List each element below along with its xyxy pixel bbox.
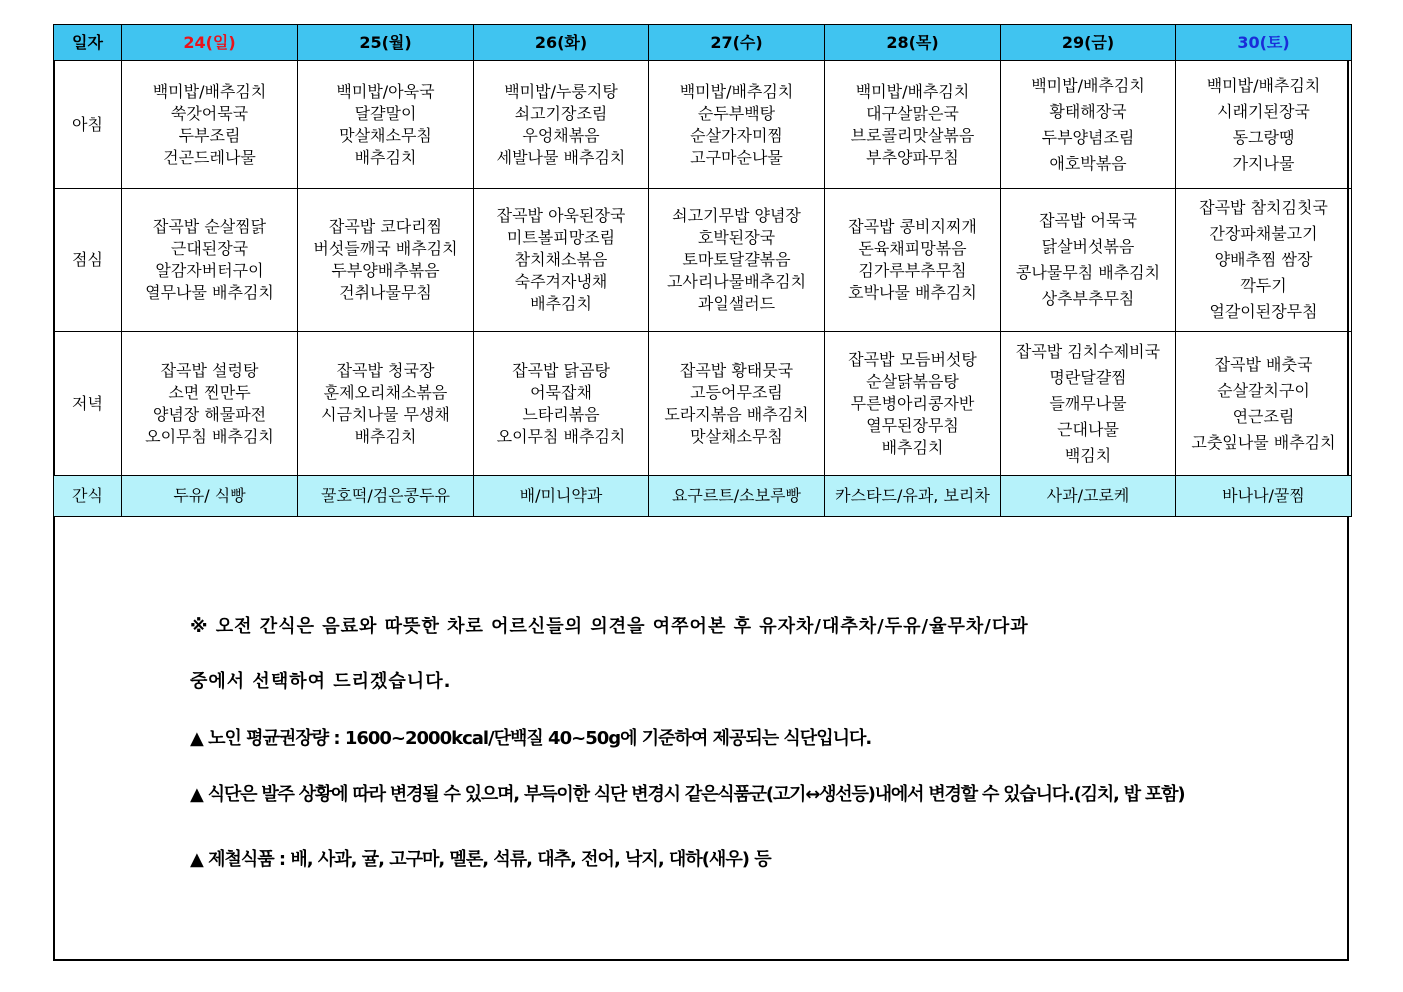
dish-line: 토마토달걀볶음	[682, 250, 791, 269]
dish-line: 잡곡밥 어묵국	[1039, 211, 1137, 230]
dish-line: 쇠고기무밥 양념장	[672, 206, 801, 225]
snack-label: 간식	[54, 476, 122, 517]
dish-line: 오이무침 배추김치	[496, 426, 626, 446]
dish-line: 황태해장국	[1049, 101, 1127, 121]
snack-row	[54, 476, 1352, 517]
breakfast-cell-monday	[298, 61, 474, 189]
dish-line: 닭살버섯볶음	[1041, 237, 1135, 256]
dish-line: 고사리나물배추김치	[666, 272, 807, 291]
dish-line: 잡곡밥 김치수제비국	[1015, 341, 1161, 361]
dish-line: 잡곡밥 순살찜닭	[152, 217, 267, 236]
dish-line: 시금치나물 무생채	[321, 404, 450, 424]
dish-line: 근대된장국	[170, 239, 249, 258]
breakfast-cell-saturday	[1176, 61, 1352, 189]
dish-line: 백미밥/배추김치	[152, 81, 267, 101]
dish-line: 배추김치	[881, 437, 944, 457]
header-row	[54, 25, 1352, 61]
dish-line: 미트볼피망조림	[506, 228, 616, 247]
snack-cell-wednesday: 요구르트/소보루빵	[649, 476, 825, 517]
lunch-row	[54, 189, 1352, 332]
dish-line: 백미밥/배추김치	[1031, 75, 1145, 95]
day-header-thursday: 28(목)	[825, 25, 1001, 61]
breakfast-row	[54, 61, 1352, 189]
dish-line: 쑥갓어묵국	[170, 103, 249, 123]
dish-line: 백미밥/배추김치	[1206, 75, 1321, 95]
dish-line: 고등어무조림	[690, 382, 783, 402]
breakfast-cell-sunday	[122, 61, 298, 189]
day-header-sunday: 24(일)	[122, 25, 298, 61]
dinner-cell-friday	[1001, 332, 1176, 476]
dish-line: 김가루부추무침	[858, 261, 967, 280]
dish-line: 느타리볶음	[522, 404, 600, 424]
dinner-cell-thursday	[825, 332, 1001, 476]
dish-line: 간장파채불고기	[1209, 224, 1318, 243]
lunch-cell-friday	[1001, 189, 1176, 332]
snack-cell-saturday: 바나나/꿀찜	[1176, 476, 1352, 517]
dish-line: 두부양념조림	[1041, 127, 1135, 147]
dish-line: 배추김치	[530, 294, 592, 313]
dish-line: 소면 찐만두	[168, 382, 251, 402]
dish-line: 잡곡밥 설렁탕	[160, 360, 259, 380]
day-header-saturday: 30(토)	[1176, 25, 1352, 61]
dish-line: 호박된장국	[697, 228, 776, 247]
dish-line: 깍두기	[1240, 276, 1287, 295]
dish-line: 동그랑땡	[1232, 127, 1295, 147]
dish-line: 두부조림	[178, 125, 241, 145]
dish-line: 잡곡밥 아욱된장국	[496, 206, 626, 225]
day-header-wednesday: 27(수)	[649, 25, 825, 61]
dish-line: 잡곡밥 배춧국	[1214, 354, 1313, 374]
dish-line: 우엉채볶음	[522, 125, 600, 145]
breakfast-cell-thursday	[825, 61, 1001, 189]
dish-line: 열무나물 배추김치	[145, 283, 274, 302]
snack-cell-tuesday: 배/미니약과	[474, 476, 649, 517]
dish-line: 백미밥/아욱국	[336, 81, 435, 101]
dinner-cell-monday	[298, 332, 474, 476]
dish-line: 맛살채소무침	[690, 426, 783, 446]
dish-line: 달걀말이	[354, 103, 417, 123]
note-snack-policy-cont: 중에서 선택하여 드리겠습니다.	[190, 671, 452, 692]
dish-line: 잡곡밥 닭곰탕	[512, 360, 610, 380]
snack-cell-thursday: 카스타드/유과, 보리차	[825, 476, 1001, 517]
dish-line: 잡곡밥 모듬버섯탕	[848, 349, 977, 369]
dish-line: 훈제오리채소볶음	[323, 382, 448, 402]
breakfast-cell-friday	[1001, 61, 1176, 189]
dinner-cell-saturday	[1176, 332, 1352, 476]
snack-cell-sunday: 두유/ 식빵	[122, 476, 298, 517]
dinner-cell-sunday	[122, 332, 298, 476]
breakfast-cell-wednesday	[649, 61, 825, 189]
dish-line: 얼갈이된장무침	[1209, 302, 1318, 321]
dish-line: 배추김치	[354, 426, 417, 446]
dish-line: 순살닭볶음탕	[866, 371, 959, 391]
dish-line: 고춧잎나물 배추김치	[1191, 432, 1336, 452]
dinner-cell-tuesday	[474, 332, 649, 476]
lunch-cell-thursday	[825, 189, 1001, 332]
dish-line: 잡곡밥 청국장	[336, 360, 435, 380]
dish-line: 참치채소볶음	[514, 250, 608, 269]
note-snack-policy: ※ 오전 간식은 음료와 따뜻한 차로 어르신들의 의견을 여쭈어본 후 유자차/대추차/두유/율무차/다과	[190, 616, 1029, 637]
dish-line: 쇠고기장조림	[514, 103, 608, 123]
dish-line: 백미밥/배추김치	[855, 81, 970, 101]
dish-line: 버섯들깨국 배추김치	[313, 239, 458, 258]
dish-line: 두부양배추볶음	[331, 261, 440, 280]
dish-line: 건곤드레나물	[163, 147, 256, 167]
dish-line: 순두부백탕	[697, 103, 776, 123]
lunch-cell-wednesday	[649, 189, 825, 332]
day-header-monday: 25(월)	[298, 25, 474, 61]
dish-line: 알감자버터구이	[155, 261, 264, 280]
dish-line: 돈육채피망볶음	[858, 239, 967, 258]
dish-line: 콩나물무침 배추김치	[1015, 263, 1161, 282]
dinner-row	[54, 332, 1352, 476]
dish-line: 연근조림	[1232, 406, 1295, 426]
lunch-cell-tuesday	[474, 189, 649, 332]
dish-line: 시래기된장국	[1217, 101, 1310, 121]
dish-line: 대구살맑은국	[866, 103, 959, 123]
dish-line: 도라지볶음 배추김치	[664, 404, 809, 424]
dish-line: 부추양파무침	[866, 147, 959, 167]
dish-line: 고구마순나물	[690, 147, 783, 167]
lunch-label: 점심	[54, 189, 122, 332]
dish-line: 숙주겨자냉채	[514, 272, 608, 291]
day-header-friday: 29(금)	[1001, 25, 1176, 61]
lunch-cell-monday	[298, 189, 474, 332]
date-header: 일자	[54, 25, 122, 61]
dish-line: 호박나물 배추김치	[848, 283, 977, 302]
dish-line: 건취나물무침	[339, 283, 432, 302]
dish-line: 브로콜리맛살볶음	[850, 125, 975, 145]
dinner-cell-wednesday	[649, 332, 825, 476]
dinner-label: 저녁	[54, 332, 122, 476]
dish-line: 맛살채소무침	[339, 125, 432, 145]
breakfast-cell-tuesday	[474, 61, 649, 189]
dish-line: 가지나물	[1232, 153, 1295, 173]
lunch-cell-sunday	[122, 189, 298, 332]
dish-line: 잡곡밥 참치김칫국	[1199, 198, 1328, 217]
dish-line: 애호박볶음	[1049, 153, 1127, 173]
dish-line: 양배추찜 쌈장	[1214, 250, 1313, 269]
weekly-menu-table	[53, 24, 1352, 517]
snack-cell-monday: 꿀호떡/검은콩두유	[298, 476, 474, 517]
note-menu-change: ▲ 식단은 발주 상황에 따라 변경될 수 있으며, 부득이한 식단 변경시 같은식품군(고기↔생선등)내에서 변경할 수 있습니다.(김치, 밥 포함)	[190, 784, 1185, 805]
dish-line: 잡곡밥 콩비지찌개	[848, 217, 977, 236]
lunch-cell-saturday	[1176, 189, 1352, 332]
dish-line: 열무된장무침	[866, 415, 959, 435]
breakfast-label: 아침	[54, 61, 122, 189]
dish-line: 순살갈치구이	[1217, 380, 1310, 400]
dish-line: 세발나물 배추김치	[496, 147, 626, 167]
dish-line: 백김치	[1064, 445, 1112, 465]
dish-line: 명란달걀찜	[1049, 367, 1127, 387]
day-header-tuesday: 26(화)	[474, 25, 649, 61]
note-nutrition: ▲ 노인 평균권장량 : 1600~2000kcal/단백질 40~50g에 기준하여 제공되는 식단입니다.	[190, 728, 872, 749]
note-seasonal-food: ▲ 제철식품 : 배, 사과, 귤, 고구마, 멜론, 석류, 대추, 전어, 낙지, 대하(새우) 등	[190, 849, 771, 870]
dish-line: 어묵잡채	[530, 382, 592, 402]
dish-line: 들깨무나물	[1049, 393, 1127, 413]
dish-line: 배추김치	[354, 147, 417, 167]
dish-line: 잡곡밥 황태뭇국	[679, 360, 794, 380]
dish-line: 무른병아리콩자반	[850, 393, 975, 413]
dish-line: 근대나물	[1057, 419, 1119, 439]
dish-line: 과일샐러드	[697, 294, 776, 313]
dish-line: 백미밥/누룽지탕	[504, 81, 618, 101]
dish-line: 순살가자미찜	[690, 125, 783, 145]
snack-cell-friday: 사과/고로케	[1001, 476, 1176, 517]
dish-line: 잡곡밥 코다리찜	[328, 217, 443, 236]
dish-line: 백미밥/배추김치	[679, 81, 794, 101]
dish-line: 상추부추무침	[1041, 289, 1135, 308]
dish-line: 양념장 해물파전	[152, 404, 267, 424]
dish-line: 오이무침 배추김치	[145, 426, 274, 446]
